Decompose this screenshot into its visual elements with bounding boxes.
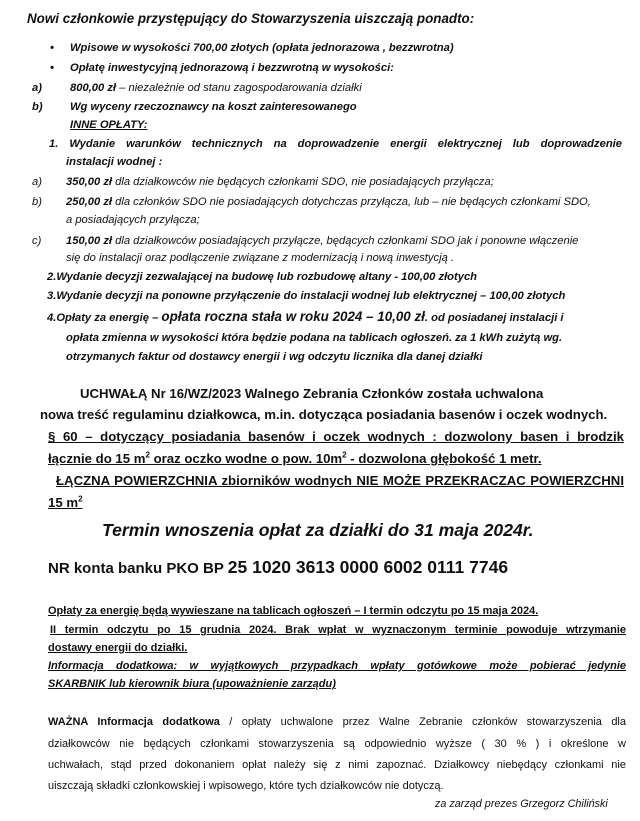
- fee-b-amount: 250,00 zł: [66, 196, 113, 208]
- other-fees-heading: INNE OPŁATY:: [70, 119, 148, 131]
- fee-b-label: b): [32, 196, 42, 208]
- paragraph-60-line2: [48, 452, 542, 466]
- resolution-line1: UCHWAŁĄ Nr 16/WZ/2023 Walnego Zebrania Członków została uchwalona: [80, 386, 544, 401]
- fee-c-text-1: dla działkowców posiadających przyłącze, będących członkami SDO jak i ponowne włączenie: [112, 235, 579, 247]
- intro-heading: Nowi członkowie przystępujący do Stowarzyszenia uiszczają ponadto:: [27, 11, 475, 26]
- important-line3: uchwałach, stąd przed dokonaniem opłat należy się z nimi zapoznać. Działkowcy niebędący członkami nie: [48, 759, 626, 771]
- important-line1-rest: / opłaty uchwalone przez Walne Zebranie członków stowarzyszenia dla: [219, 716, 626, 728]
- total-area-sup: 2: [78, 494, 83, 504]
- fee-c-line1: [66, 234, 578, 248]
- fee-a-line: [66, 175, 494, 189]
- fee-b-line2: a posiadających przyłącza;: [66, 214, 200, 226]
- cash-info-line1: Informacja dodatkowa: w wyjątkowych przypadkach wpłaty gotówkowe może pobierać jedynie: [48, 660, 626, 672]
- important-line4: uiszczają składki członkowskiej i wpisowego, które tych działkowców nie dotyczą.: [48, 780, 444, 792]
- fee-b-text-1: dla członków SDO nie posiadających dotychczas przyłącza, lub – nie będących członkami SDO,: [112, 196, 591, 208]
- pond-limit: oraz oczko wodne o pow. 10m: [149, 451, 343, 466]
- item-a-line: [70, 81, 362, 95]
- total-area-line2: [48, 496, 83, 510]
- fee-1-line2: instalacji wodnej :: [66, 156, 163, 168]
- important-label: WAŻNA Informacja dodatkowa: [48, 716, 220, 728]
- pool-limit-sup: 2: [145, 450, 150, 460]
- fee-1-line1: 1. Wydanie warunków technicznych na doprowadzenie energii elektrycznej lub doprowadzenie: [49, 138, 622, 150]
- payment-deadline: Termin wnoszenia opłat za działki do 31 maja 2024r.: [102, 520, 534, 540]
- depth-limit: - dozwolona głębokość 1 metr.: [346, 451, 542, 466]
- fee-2: 2.Wydanie decyzji zezwalającej na budowę lub rozbudowę altany - 100,00 złotych: [47, 271, 478, 283]
- fee-a-amount: 350,00 zł: [66, 176, 113, 188]
- item-a-amount: 800,00 zł: [70, 82, 117, 94]
- fee-c-line2: się do instalacji oraz podłączenie związane z modernizacją i nową inwestycją .: [66, 252, 455, 264]
- fee-c-amount: 150,00 zł: [66, 235, 113, 247]
- fee-4-line2: opłata zmienna w wysokości która będzie podana na tablicach ogłoszeń. za 1 kWh zużytą wg.: [66, 332, 563, 344]
- bullet-investment-fee: • Opłatę inwestycyjną jednorazową i bezzwrotną w wysokości:: [70, 61, 394, 75]
- fee-3: 3.Wydanie decyzji na ponowne przyłączenie do instalacji wodnej lub elektrycznej – 100,00 złotych: [47, 290, 566, 302]
- signature: za zarząd prezes Grzegorz Chiliński: [435, 798, 608, 810]
- item-a-text: – niezależnie od stanu zagospodarowania działki: [116, 82, 362, 94]
- paragraph-60-line1: § 60 – dotyczący posiadania basenów i oczek wodnych : dozwolony basen i brodzik: [48, 429, 624, 444]
- bank-account-line: [48, 556, 508, 581]
- fee-a-label: a): [32, 176, 42, 188]
- total-area-line1: ŁĄCZNA POWIERZCHNIA zbiorników wodnych NIE MOŻE PRZEKRACZAC POWIERZCHNI: [56, 473, 624, 488]
- pond-limit-sup: 2: [342, 450, 347, 460]
- fee-4-prefix: 4.Opłaty za energię –: [47, 312, 162, 324]
- important-line1: [48, 715, 626, 729]
- energy-line1: Opłaty za energię będą wywieszane na tablicach ogłoszeń – I termin odczytu po 15 maja 2024.: [48, 605, 539, 617]
- important-line2: działkowców nie będących członkami stowarzyszenia są odpowiednio wyższe ( 30 % ) i określone w: [48, 738, 626, 750]
- fee-4-highlight: opłata roczna stała w roku 2024 – 10,00 zł: [161, 309, 425, 324]
- energy-line3: dostawy energii do działki.: [48, 642, 188, 654]
- bank-label: NR konta banku PKO BP: [48, 560, 228, 577]
- fee-4-suffix: . od posiadanej instalacji i: [424, 312, 564, 324]
- total-area-value: 15 m: [48, 495, 79, 510]
- energy-line2: II termin odczytu po 15 grudnia 2024. Brak wpłat w wyznaczonym terminie powoduje wtrzymanie: [50, 624, 626, 636]
- resolution-line2: nowa treść regulaminu działkowca, m.in. dotycząca posiadania basenów i oczek wodnych.: [40, 407, 608, 422]
- fee-c-label: c): [32, 235, 42, 247]
- fee-a-text: dla działkowców nie będących członkami SDO, nie posiadających przyłącza;: [112, 176, 494, 188]
- cash-info-line2: SKARBNIK lub kierownik biura (upoważnienie zarządu): [48, 678, 336, 690]
- fee-4-line1: [47, 310, 564, 325]
- item-b-label: b): [32, 101, 43, 113]
- fee-b-line1: [66, 195, 591, 209]
- bank-account-number: 25 1020 3613 0000 6002 0111 7746: [227, 557, 509, 577]
- item-a-label: a): [32, 82, 42, 94]
- bullet-entry-fee: • Wpisowe w wysokości 700,00 złotych (opłata jednorazowa , bezzwrotna): [70, 41, 454, 55]
- item-b-text: Wg wyceny rzeczoznawcy na koszt zainteresowanego: [70, 101, 357, 113]
- fee-4-line3: otrzymanych faktur od dostawcy energii i wg odczytu licznika dla danej działki: [66, 351, 483, 363]
- pool-limit: łącznie do 15 m: [48, 451, 146, 466]
